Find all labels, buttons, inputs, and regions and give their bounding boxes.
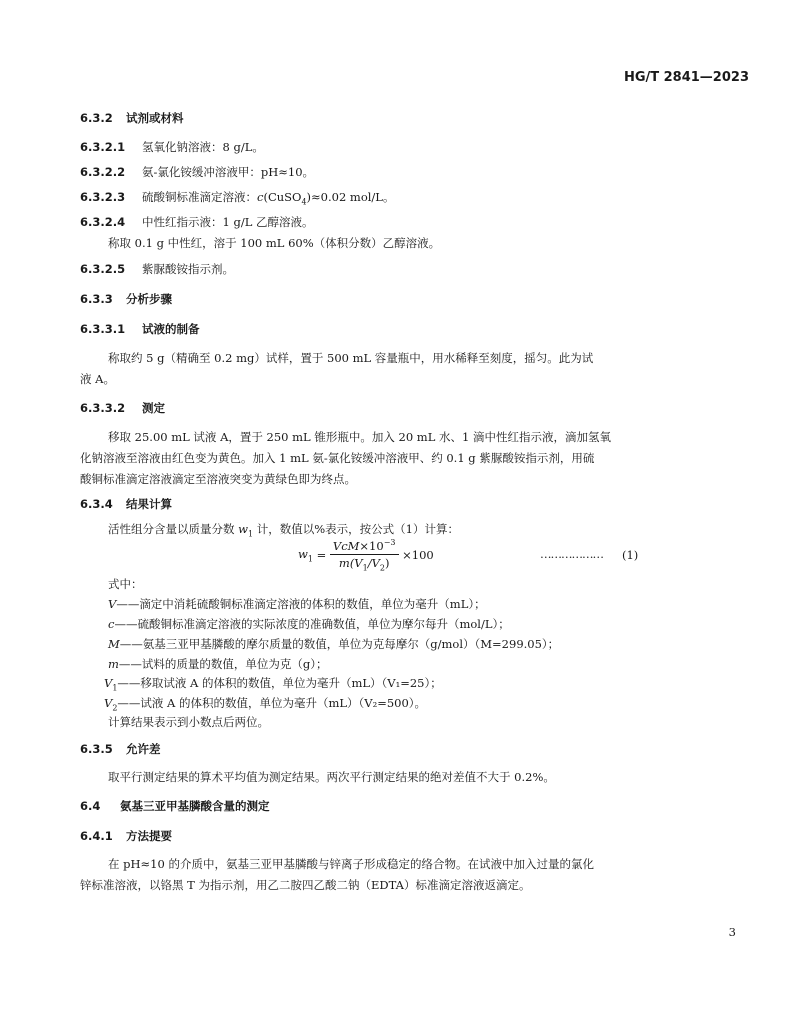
- definition-row: [104, 695, 426, 712]
- section-number: 6.3.4: [80, 497, 113, 511]
- item-6-3-2-5: [80, 261, 234, 277]
- section-title: 分析步骤: [126, 292, 172, 306]
- item-number: 6.3.2.3: [80, 190, 126, 204]
- formula-number: (1): [622, 548, 639, 562]
- subscript: 4: [301, 197, 307, 207]
- section-number: 6.3.3: [80, 292, 113, 306]
- where-label: 式中：: [108, 577, 143, 591]
- numerator-vars: VcM: [332, 538, 360, 553]
- section-number: 6.4: [80, 799, 101, 813]
- denominator-close: ): [384, 555, 390, 570]
- formula-lhs-sub: 1: [307, 554, 313, 564]
- denominator-sub2: 2: [379, 563, 385, 573]
- item-text: 中性红指示液：1 g/L 乙醇溶液。: [142, 215, 314, 229]
- definition-row: [108, 596, 486, 612]
- calculation-intro: [108, 521, 459, 538]
- paragraph-line: 在 pH≈10 的介质中，氨基三亚甲基膦酸与锌离子形成稳定的络合物。在试液中加入过量的氯化: [108, 857, 594, 871]
- def-text: ——移取试液 A 的体积的数值，单位为毫升（mL）（V₁=25）；: [117, 676, 442, 690]
- paragraph-line: 锌标准溶液，以铬黑 T 为指示剂，用乙二胺四乙酸二钠（EDTA）标准滴定溶液返滴定。: [80, 878, 531, 892]
- item-text: 紫脲酸铵指示剂。: [142, 262, 234, 276]
- item-number: 6.3.2.5: [80, 262, 126, 276]
- def-symbol: V: [108, 597, 117, 611]
- paragraph-line: 化钠溶液至溶液由红色变为黄色。加入 1 mL 氨-氯化铵缓冲溶液甲、约 0.1 g 紫脲酸铵指示剂，用硫: [80, 451, 595, 465]
- item-6-3-2-4: [80, 214, 314, 230]
- def-symbol: c: [108, 617, 115, 631]
- paragraph-line: 取平行测定结果的算术平均值为测定结果。两次平行测定结果的绝对差值不大于 0.2%。: [108, 770, 555, 784]
- denominator-sub1: 1: [362, 563, 368, 573]
- formula-fraction: [330, 538, 399, 572]
- section-title: 允许差: [126, 742, 161, 756]
- section-6-3-3: [80, 291, 172, 307]
- definition-row: [108, 616, 510, 632]
- item-6-3-2-2: [80, 164, 314, 180]
- section-6-3-3-1: [80, 321, 200, 337]
- section-6-4-1: [80, 828, 172, 844]
- def-symbol: M: [108, 637, 120, 651]
- item-6-3-2-4-line2: 称取 0.1 g 中性红，溶于 100 mL 60%（体积分数）乙醇溶液。: [108, 236, 441, 250]
- def-text: ——试液 A 的体积的数值，单位为毫升（mL）（V₂=500）。: [117, 696, 427, 710]
- denominator-v1: (V: [349, 555, 363, 570]
- paragraph-line: 移取 25.00 mL 试液 A，置于 250 mL 锥形瓶中。加入 20 mL 水、1 滴中性红指示液，滴加氢氧: [108, 430, 611, 444]
- section-6-3-4: [80, 496, 172, 512]
- section-6-3-3-2: [80, 400, 165, 416]
- concentration-symbol: c: [257, 190, 264, 204]
- section-6-3-2: [80, 110, 184, 126]
- def-text: ——试料的质量的数值，单位为克（g）；: [118, 657, 328, 671]
- def-text: ——滴定中消耗硫酸铜标准滴定溶液的体积的数值，单位为毫升（mL）；: [116, 597, 486, 611]
- result-note: 计算结果表示到小数点后两位。: [108, 715, 269, 729]
- formula-lhs: w: [298, 547, 308, 562]
- w-symbol: w: [238, 522, 248, 536]
- item-6-3-2-3: [80, 189, 394, 206]
- denominator-v2: /V: [367, 555, 380, 570]
- formula-times: ×100: [402, 548, 434, 563]
- paragraph-line: 称取约 5 g（精确至 0.2 mg）试样，置于 500 mL 容量瓶中，用水稀释至刻度，摇匀。此为试: [108, 351, 594, 365]
- item-text: 氨-氯化铵缓冲溶液甲：pH≈10。: [142, 165, 315, 179]
- section-number: 6.3.3.2: [80, 401, 126, 415]
- def-symbol: V: [104, 676, 113, 690]
- section-6-3-5: [80, 741, 161, 757]
- formula-1: [298, 538, 434, 572]
- item-text-prefix: 硫酸铜标准滴定溶液：: [142, 190, 257, 204]
- numerator-factor: ×10: [359, 538, 384, 553]
- w-subscript: 1: [248, 529, 254, 539]
- page-number: 3: [728, 925, 736, 939]
- section-title: 氨基三亚甲基膦酸含量的测定: [120, 799, 270, 813]
- definition-row: [108, 636, 559, 652]
- intro-suffix: 计，数值以%表示，按公式（1）计算：: [253, 522, 459, 536]
- item-text-mid: (CuSO: [263, 190, 302, 204]
- def-symbol: V: [104, 696, 113, 710]
- def-text: ——硫酸铜标准滴定溶液的实际浓度的准确数值，单位为摩尔每升（mol/L）；: [114, 617, 510, 631]
- def-symbol: m: [108, 657, 119, 671]
- section-title: 方法提要: [126, 829, 172, 843]
- section-title: 测定: [142, 401, 165, 415]
- item-number: 6.3.2.4: [80, 215, 126, 229]
- section-title: 结果计算: [126, 497, 172, 511]
- section-title: 试剂或材料: [126, 111, 184, 125]
- formula-denominator: [330, 555, 399, 572]
- section-number: 6.4.1: [80, 829, 113, 843]
- numerator-exponent: −3: [383, 538, 396, 547]
- definition-row: [108, 656, 328, 672]
- def-text: ——氨基三亚甲基膦酸的摩尔质量的数值，单位为克每摩尔（g/mol）（M=299.05）；: [119, 637, 560, 651]
- def-subscript: 1: [112, 683, 118, 693]
- definition-row: [104, 675, 442, 692]
- item-6-3-2-1: [80, 139, 264, 155]
- item-number: 6.3.2.1: [80, 140, 126, 154]
- section-number: 6.3.3.1: [80, 322, 126, 336]
- section-number: 6.3.2: [80, 111, 113, 125]
- item-text-suffix: )≈0.02 mol/L。: [306, 190, 395, 204]
- intro-prefix: 活性组分含量以质量分数: [108, 522, 239, 536]
- denominator-mass: m: [338, 555, 350, 570]
- def-subscript: 2: [112, 703, 118, 713]
- paragraph-line: 酸铜标准滴定溶液滴定至溶液突变为黄绿色即为终点。: [80, 472, 356, 486]
- paragraph-line: 液 A。: [80, 372, 115, 386]
- document-header-standard: HG/T 2841—2023: [623, 70, 749, 85]
- formula-equals: =: [316, 548, 327, 563]
- item-text: 氢氧化钠溶液：8 g/L。: [142, 140, 264, 154]
- section-6-4: [80, 798, 270, 814]
- section-title: 试液的制备: [142, 322, 200, 336]
- section-number: 6.3.5: [80, 742, 113, 756]
- formula-leader-dots: ………………: [540, 547, 603, 561]
- formula-numerator: [330, 538, 399, 555]
- item-number: 6.3.2.2: [80, 165, 126, 179]
